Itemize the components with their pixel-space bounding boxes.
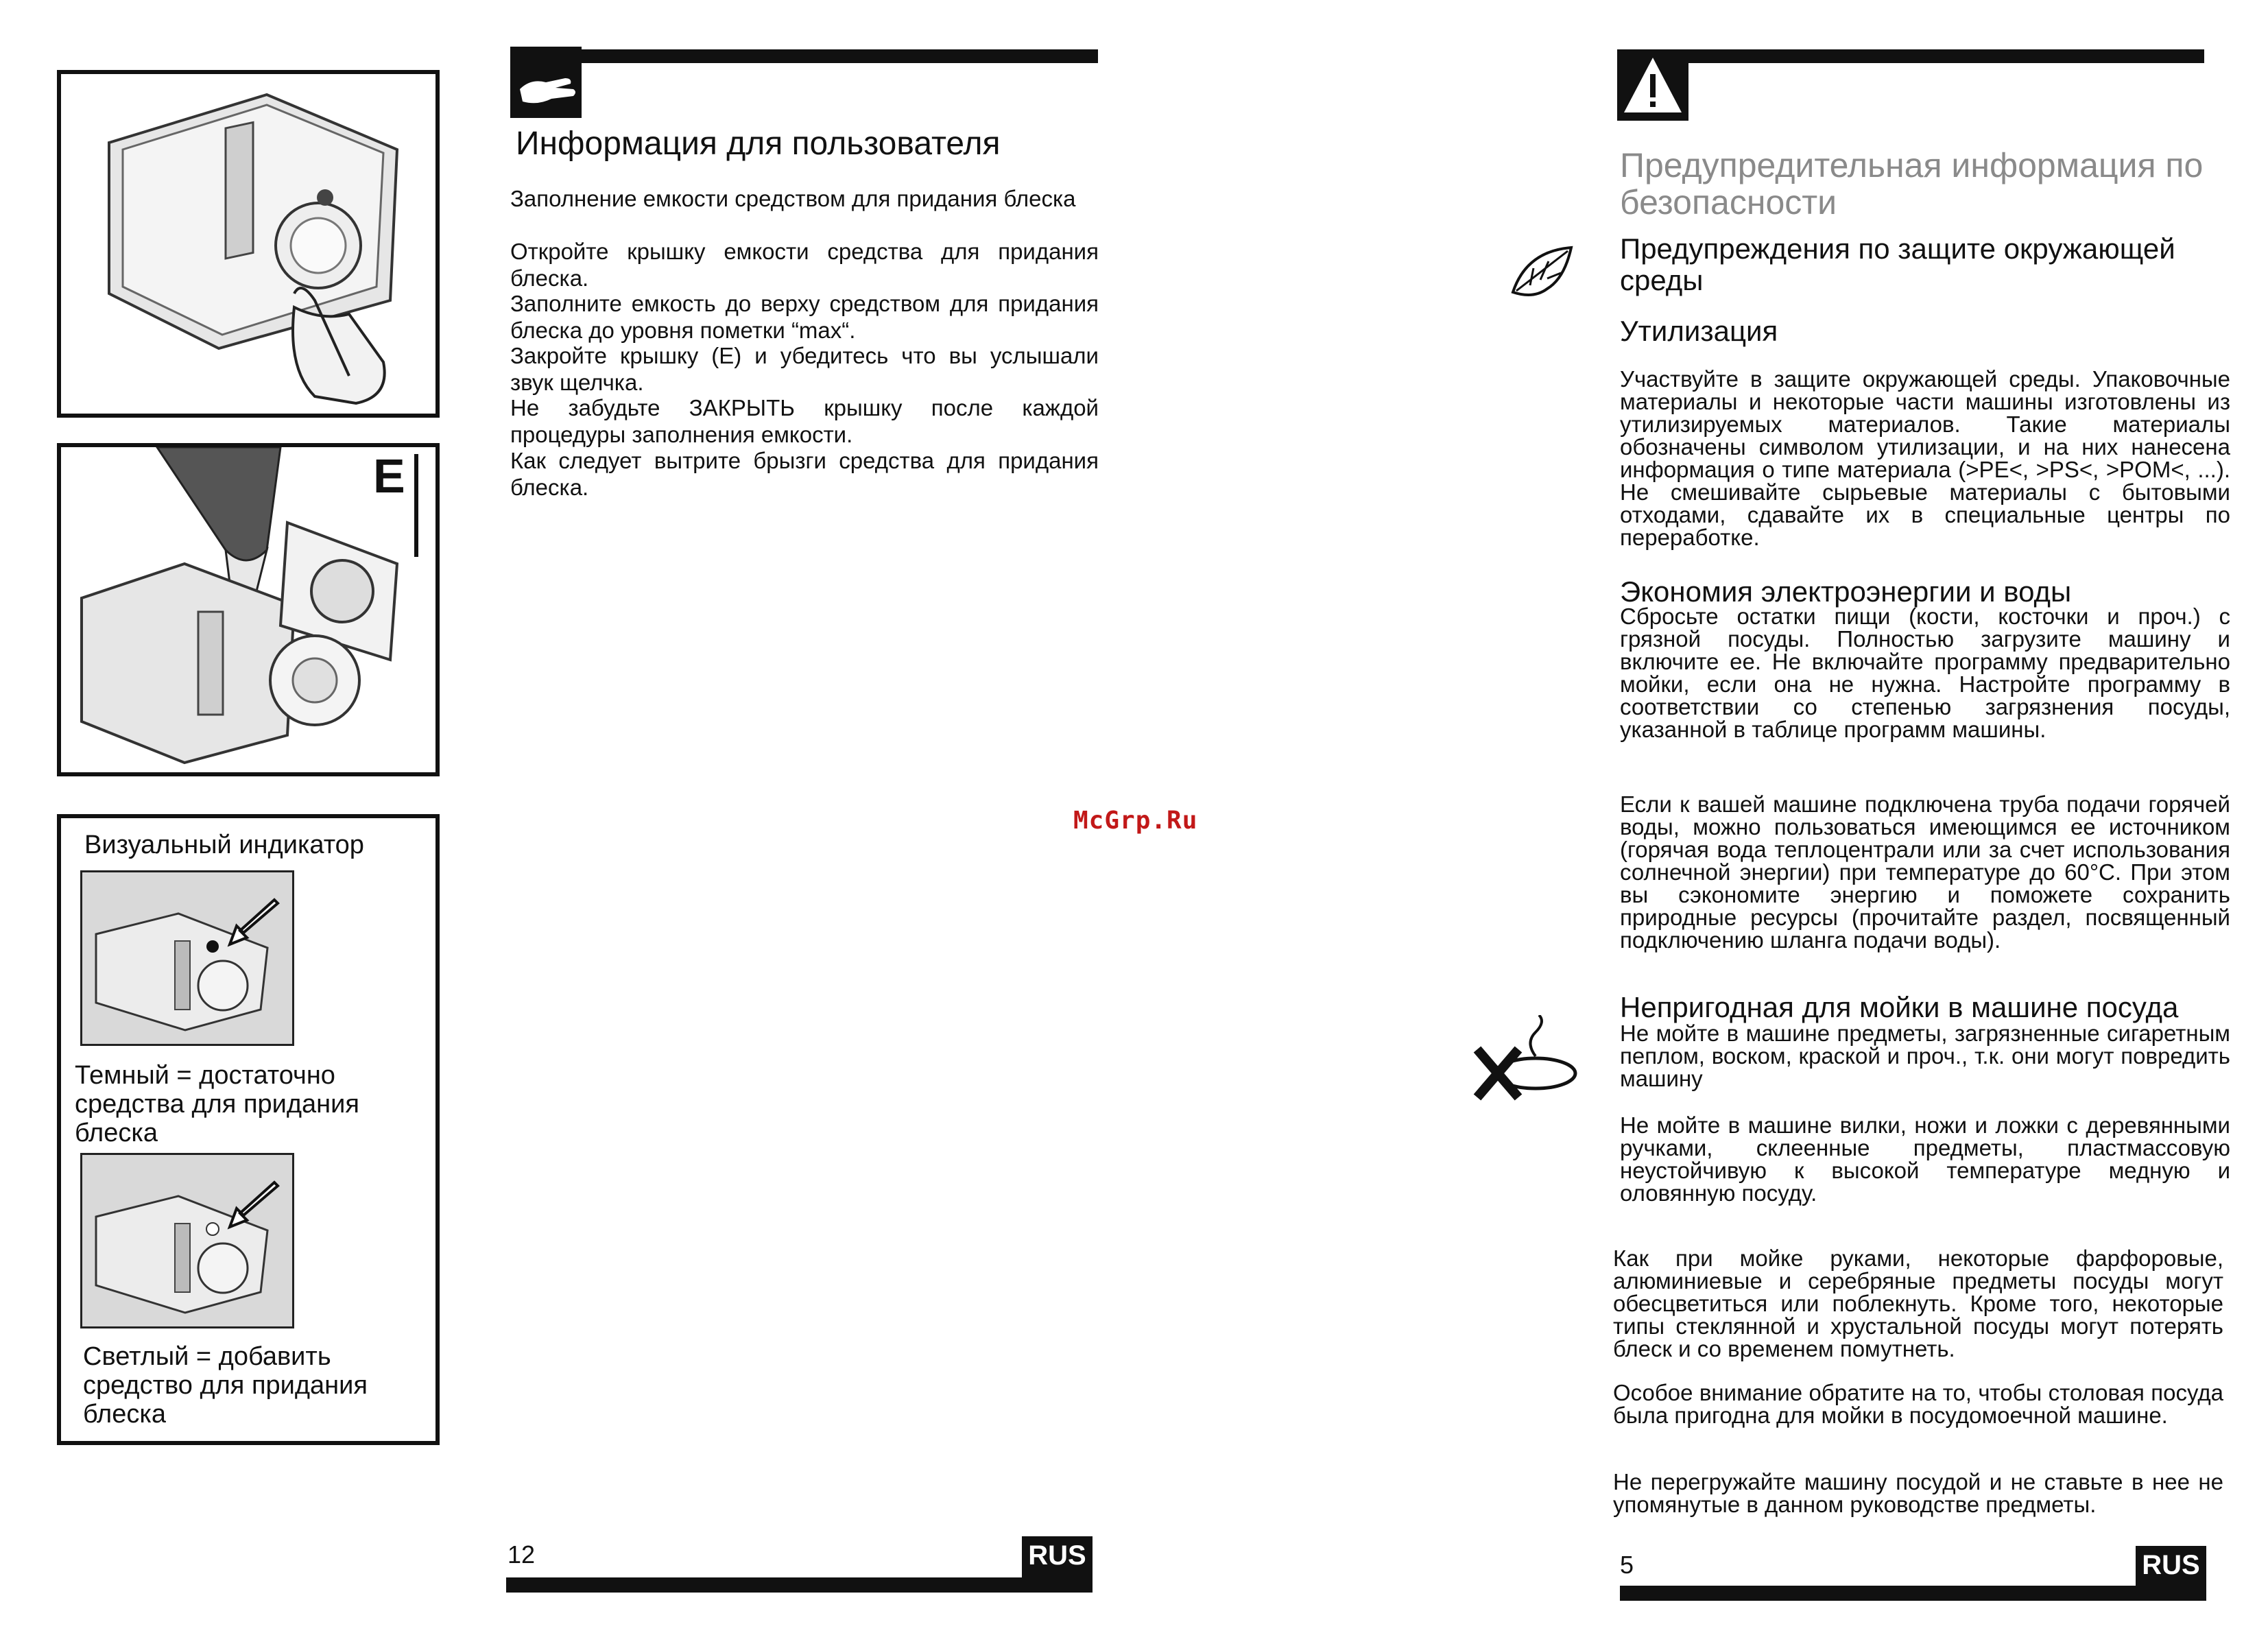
dispenser-light-indicator-illustration bbox=[82, 1155, 292, 1326]
safety-title: Предупредительная информация по безопасности bbox=[1620, 146, 2204, 222]
porcelain-text: Как при мойке руками, некоторые фарфоровые, алюминиевые и серебряные предметы посуды могут обесцветиться или поблекнуть. Кроме того, некоторые типы стеклянной и хрустальной посуды могут потерять блеск и со временем помутнеть. bbox=[1613, 1245, 2223, 1361]
right-footer-rule bbox=[1620, 1586, 2206, 1601]
disposal-heading: Утилизация bbox=[1620, 315, 1778, 347]
watermark: McGrp.Ru bbox=[1073, 807, 1198, 835]
right-page-number: 5 bbox=[1620, 1551, 1634, 1579]
rinse-aid-para-2: Откройте крышку емкости средства для придания блеска. bbox=[510, 239, 1099, 291]
dispenser-open-illustration bbox=[61, 74, 435, 414]
environment-heading: Предупреждения по защите окружающей среды bbox=[1620, 233, 2175, 296]
economy-heading: Экономия электроэнергии и воды bbox=[1620, 575, 2072, 608]
disposal-text: Участвуйте в защите окружающей среды. Упаковочные материалы и некоторые части машины изготовлены из утилизируемых материалов. Такие материалы обозначены символом утилизации, и на них нанесена информация о типе материала (>PE<, >PS<, >POM<, ...). Не смешивайте сырьевые материалы с бытовыми отходами, сдавайте их в специальные центры по переработке. bbox=[1620, 366, 2230, 550]
indicator-light-image bbox=[80, 1153, 294, 1328]
figure-fill-dispenser bbox=[57, 443, 440, 776]
right-header-rule bbox=[1688, 49, 2204, 63]
indicator-dark-image bbox=[80, 870, 294, 1046]
rinse-aid-para-5: Не забудьте ЗАКРЫТЬ крышку после каждой процедуры заполнения емкости. bbox=[510, 395, 1099, 447]
warning-triangle-icon bbox=[1617, 49, 1688, 121]
hot-water-text: Если к вашей машине подключена труба подачи горячей воды, можно пользоваться имеющимся ее источником (горячая вода теплоцентрали или за счет использования солнечной энергии) при температуре до 60°C. При этом вы сэкономите энергию и поможете сохранить природные ресурсы (прочитайте раздел, посвященный подключению шланга подачи воды). bbox=[1620, 791, 2230, 953]
left-footer-rule bbox=[506, 1577, 1093, 1593]
rinse-aid-para-4: Закройте крышку (E) и убедитесь что вы услышали звук щелчка. bbox=[510, 343, 1099, 395]
user-info-title: Информация для пользователя bbox=[516, 126, 1001, 162]
left-lang-badge: RUS bbox=[1022, 1536, 1093, 1577]
rinse-aid-para-3: Заполните емкость до верху средством для придания блеска до уровня пометки “max“. bbox=[510, 291, 1099, 343]
indicator-dark-caption: Темный = достаточно средства для придания блеска bbox=[75, 1061, 359, 1147]
left-header-rule bbox=[582, 49, 1098, 63]
visual-indicator-box bbox=[57, 814, 440, 1445]
dispenser-dark-indicator-illustration bbox=[82, 872, 292, 1044]
no-dirty-dishes-icon bbox=[1470, 1015, 1580, 1104]
hand-icon bbox=[510, 47, 582, 118]
overload-text: Не перегружайте машину посудой и не ставьте в нее не упомянутые в данном руководстве предметы. bbox=[1613, 1469, 2223, 1517]
visual-indicator-title: Визуальный индикатор bbox=[84, 831, 364, 859]
unsuitable-text-2: Не мойте в машине вилки, ножи и ложки с деревянными ручками, склеенные предметы, пластмассовую неустойчивую к высокой температуре медную и оловянную посуду. bbox=[1620, 1112, 2230, 1206]
rinse-aid-para-6: Как следует вытрите брызги средства для придания блеска. bbox=[510, 448, 1099, 500]
indicator-light-caption: Светлый = добавить средство для придания блеска bbox=[83, 1342, 368, 1429]
left-page-number: 12 bbox=[508, 1540, 536, 1569]
rinse-aid-para-1: Заполнение емкости средством для придания блеска bbox=[510, 186, 1076, 211]
figure-open-lid bbox=[57, 70, 440, 418]
unsuitable-dishes-heading: Непригодная для мойки в машине посуда bbox=[1620, 991, 2179, 1023]
figure-label-e: E bbox=[373, 449, 405, 503]
economy-text: Сбросьте остатки пищи (кости, косточки и проч.) с грязной посуды. Полностью загрузите машину и включите ее. Не включайте программу предварительно мойки, если она не нужна. Настройте программу в соответствии со степенью загрязнения посуды, указанной в таблице программ машины. bbox=[1620, 604, 2230, 742]
unsuitable-text-1: Не мойте в машине предметы, загрязненные сигаретным пеплом, воском, краской и проч., т.к. они могут повредить машину bbox=[1620, 1021, 2230, 1091]
attention-text: Особое внимание обратите на то, чтобы столовая посуда была пригодна для мойки в посудомоечной машине. bbox=[1613, 1380, 2223, 1428]
leaf-icon bbox=[1506, 237, 1581, 313]
right-lang-badge: RUS bbox=[2136, 1546, 2206, 1587]
